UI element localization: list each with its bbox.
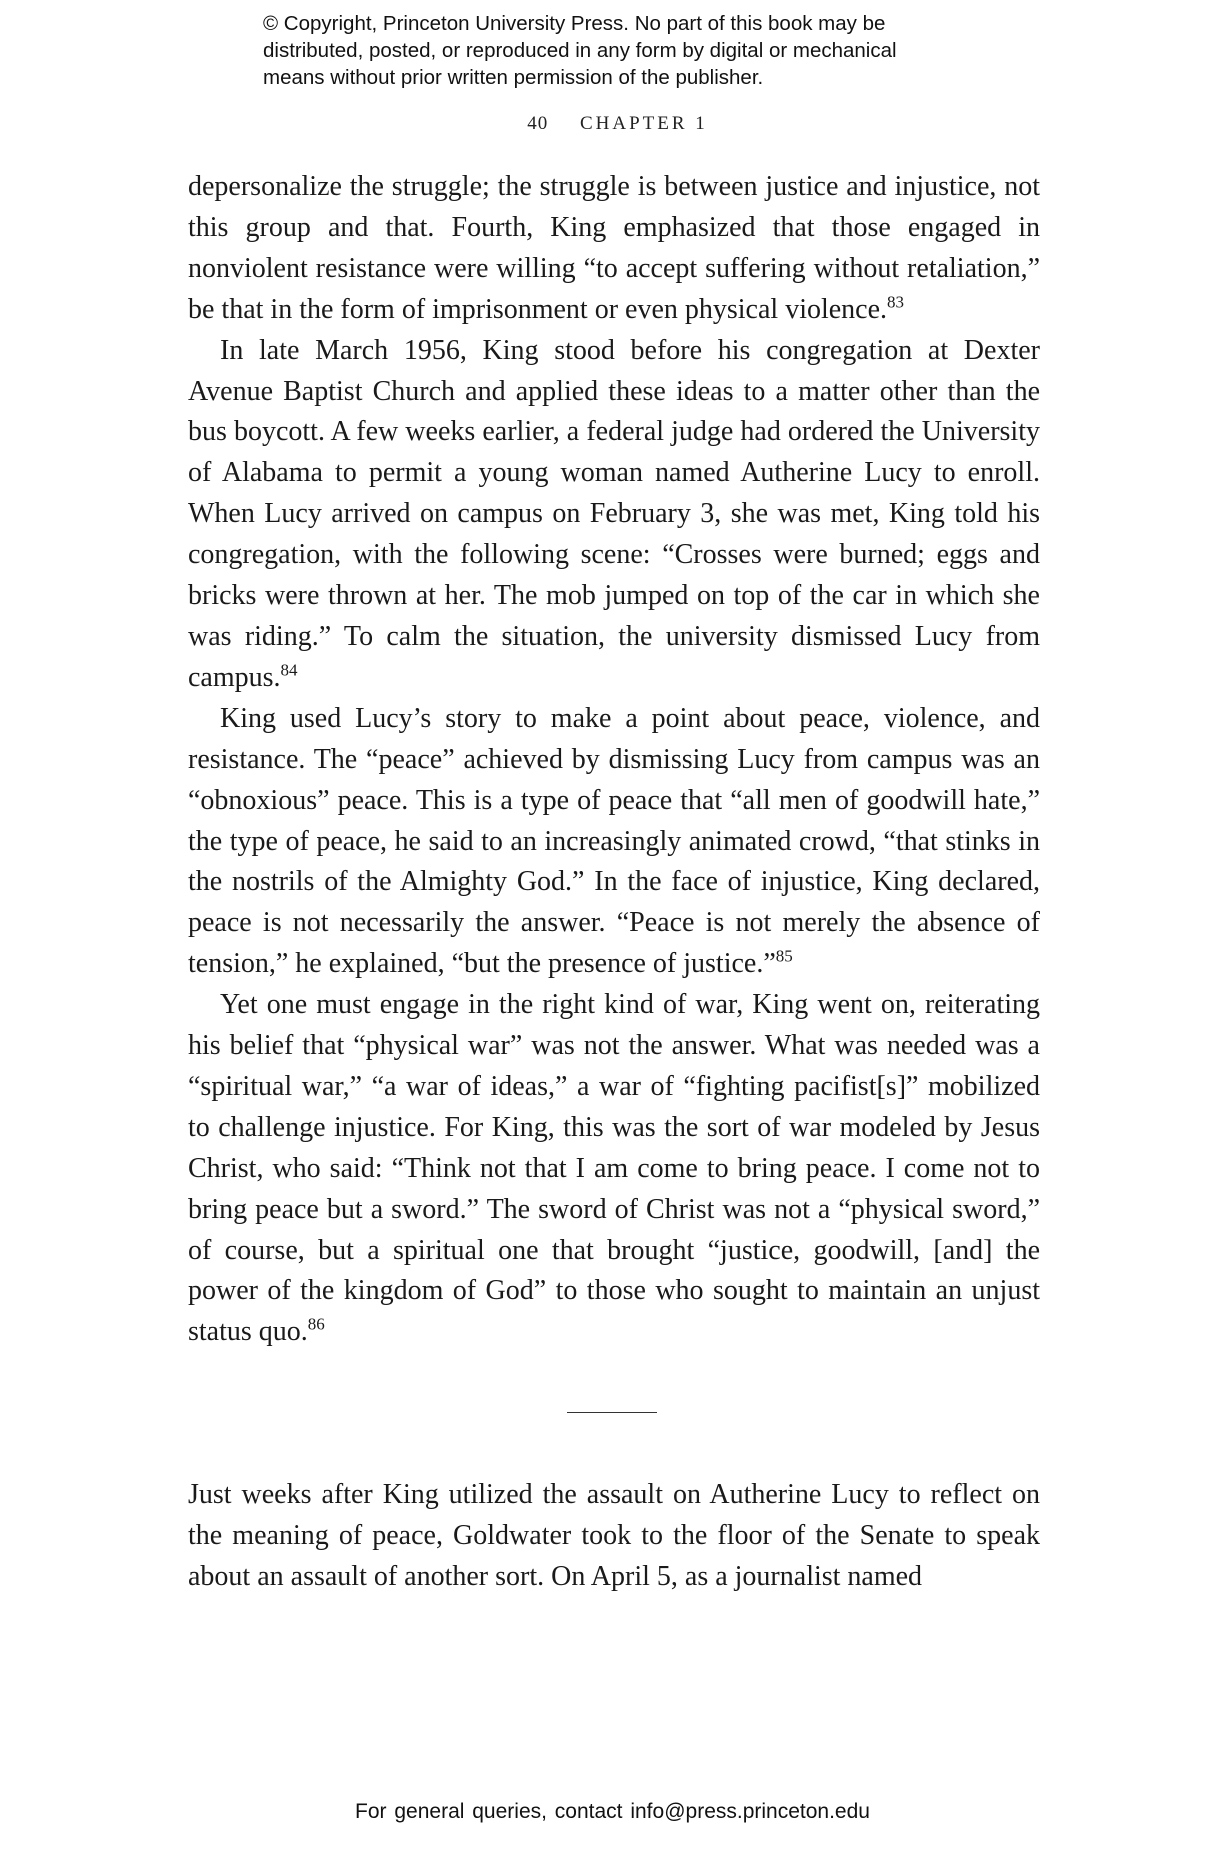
page-number: 40 xyxy=(527,113,549,134)
footnote-marker[interactable]: 86 xyxy=(307,1315,325,1335)
copyright-line: © Copyright, Princeton University Press. No part of this book may be xyxy=(263,12,886,35)
copyright-notice xyxy=(263,10,1023,91)
paragraph-text: In late March 1956, King stood before his congregation at Dexter Avenue Baptist Church and applied these ideas to a matter other than the bus boycott. A few weeks earlier, a federal judge had ordered the University of Alabama to permit a young woman named Autherine Lucy to enroll. When Lucy arrived on campus on February 3, she was met, King told his congregation, with the following scene: “Crosses were burned; eggs and bricks were thrown at her. The mob jumped on top of the car in which she was riding.” To calm the situation, the university dismissed Lucy from campus. xyxy=(188,334,1040,693)
paragraph: Just weeks after King utilized the assault on Autherine Lucy to reflect on the meaning of peace, Goldwater took to the floor of the Senate to speak about an assault of another sort. On April 5, as a journalist named xyxy=(188,1479,1040,1592)
footnote-marker[interactable]: 85 xyxy=(775,946,793,966)
paragraph-text: King used Lucy’s story to make a point about peace, violence, and resistance. The “peace” achieved by dismissing Lucy from campus was an “obnoxious” peace. This is a type of peace that “all men of goodwill hate,” the type of peace, he said to an increasingly animated crowd, “that stinks in the nostrils of the Almighty God.” In the face of injustice, King declared, peace is not necessarily the answer. “Peace is not merely the absence of tension,” he explained, “but the presence of justice.” xyxy=(188,702,1040,980)
footer-contact: For general queries, contact info@press.princeton.edu xyxy=(355,1800,870,1823)
footnote-marker[interactable]: 84 xyxy=(280,660,298,680)
paragraph-text: depersonalize the struggle; the struggle is between justice and injustice, not this group and that. Fourth, King emphasized that those engaged in nonviolent resistance were willing “to accept suffering without retaliation,” be that in the form of imprisonment or even physical violence. xyxy=(188,171,1040,325)
paragraph xyxy=(188,331,1040,699)
footnote-marker[interactable]: 83 xyxy=(887,292,905,312)
section-break-rule xyxy=(567,1412,657,1413)
paragraph xyxy=(188,985,1040,1353)
paragraph xyxy=(188,699,1040,985)
copyright-line: means without prior written permission of the publisher. xyxy=(263,66,764,89)
main-text xyxy=(188,167,1040,1353)
copyright-line: distributed, posted, or reproduced in any form by digital or mechanical xyxy=(263,39,897,62)
paragraph xyxy=(188,167,1040,331)
running-head xyxy=(0,113,1225,135)
section-text xyxy=(188,1475,1040,1598)
chapter-label: CHAPTER 1 xyxy=(579,113,708,134)
paragraph-text: Yet one must engage in the right kind of war, King went on, reiterating his belief that “physical war” was not the answer. What was needed was a “spiritual war,” “a war of ideas,” a war of “fighting pacifist[s]” mobilized to challenge injustice. For King, this was the sort of war modeled by Jesus Christ, who said: “Think not that I am come to bring peace. I come not to bring peace but a sword.” The sword of Christ was not a “physical sword,” of course, but a spiritual one that brought “justice, goodwill, [and] the power of the kingdom of God” to those who sought to maintain an unjust status quo. xyxy=(188,989,1040,1348)
